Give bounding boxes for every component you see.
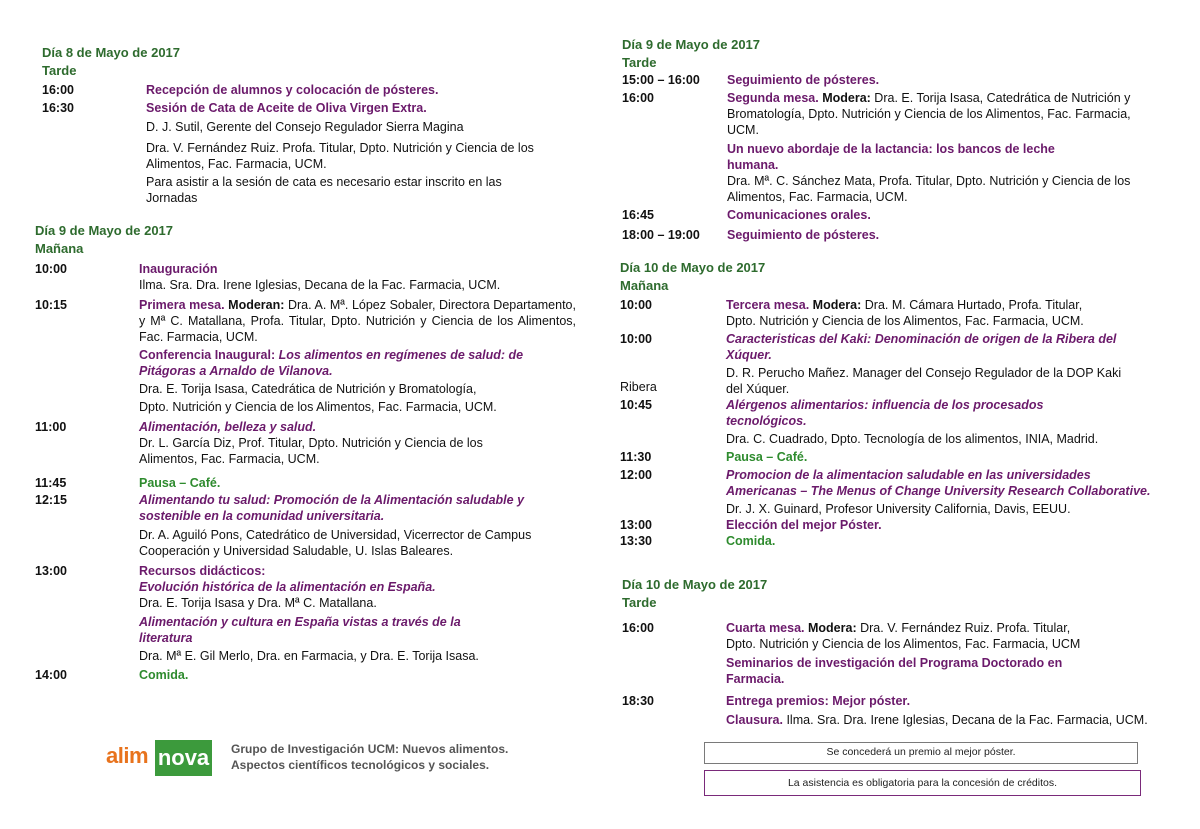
session-title: Inauguración — [139, 262, 218, 276]
session-title: Primera mesa. — [139, 298, 225, 312]
talk-title: Evolución histórica de la alimentación en España. — [139, 580, 436, 594]
closing-text: Ilma. Sra. Dra. Irene Iglesias, Decana de la Fac. Farmacia, UCM. — [786, 713, 1148, 727]
time: 10:00 — [620, 332, 652, 346]
session-title: Recursos didácticos: — [139, 564, 266, 578]
schedule-row — [620, 533, 1170, 549]
session-title: Seguimiento de pósteres. — [727, 73, 880, 87]
speaker: D. R. Perucho Mañez. Manager del Consejo Regulador de la DOP Kaki — [726, 366, 1122, 380]
schedule-row — [622, 72, 1167, 88]
session-title: Sesión de Cata de Aceite de Oliva Virgen Extra. — [146, 101, 427, 115]
speaker: Dpto. Nutrición y Ciencia de los Alimentos, Fac. Farmacia, UCM. — [139, 400, 497, 414]
closing-title: Clausura. — [726, 713, 783, 727]
schedule-row — [620, 331, 1170, 397]
schedule-row — [622, 90, 1167, 205]
speaker: Dpto. Nutrición y Ciencia de los Alimentos, Fac. Farmacia, UCM. — [726, 314, 1084, 328]
moderator-text: Dra. M. Cámara Hurtado, Profa. Titular, — [864, 298, 1083, 312]
time: 13:00 — [35, 564, 67, 578]
margin-word: Ribera — [620, 380, 657, 394]
research-group-text: Grupo de Investigación UCM: Nuevos alimentos. Aspectos científicos tecnológicos y sociales. — [231, 742, 509, 772]
time: 11:45 — [35, 476, 67, 490]
schedule-row — [35, 563, 580, 664]
session-title: Recepción de alumnos y colocación de pósteres. — [146, 83, 439, 97]
time: 10:15 — [35, 298, 67, 312]
conference-label: Conferencia Inaugural: — [139, 348, 276, 362]
alimnova-logo: alim nova — [106, 740, 212, 778]
time: 18:00 – 19:00 — [622, 228, 700, 242]
time: 11:00 — [35, 420, 67, 434]
schedule-row — [622, 207, 1167, 223]
time: 18:30 — [622, 694, 654, 708]
time: 16:00 — [622, 621, 654, 635]
period-heading: Tarde — [622, 595, 657, 610]
speaker: Dra. C. Cuadrado, Dpto. Tecnología de los alimentos, INIA, Madrid. — [726, 432, 1099, 446]
session-title: Comida. — [139, 668, 189, 682]
speaker: Dr. J. X. Guinard, Profesor University California, Davis, EEUU. — [726, 502, 1071, 516]
period-heading: Mañana — [620, 278, 669, 293]
day-heading: Día 8 de Mayo de 2017 — [42, 45, 181, 60]
moderator-text: Dra. A. Mª. López Sobaler, Directora Departamento, y Mª C. Matallana, Profa. Titular, Dpto. Nutrición y Ciencia de los Alimentos, Fac. Farmacia, UCM. — [139, 298, 576, 344]
time: 16:00 — [622, 91, 654, 105]
moderator-label: Moderan: — [228, 298, 285, 312]
schedule-row — [620, 517, 1170, 533]
time: 16:00 — [42, 83, 74, 97]
period-heading: Mañana — [35, 241, 84, 256]
session-title: Segunda mesa. — [727, 91, 819, 105]
speaker: del Xúquer. — [726, 382, 790, 396]
talk-title: Un nuevo abordaje de la lactancia: los bancos de leche humana. — [727, 142, 1055, 172]
session-title: Comunicaciones orales. — [727, 208, 871, 222]
time: 10:45 — [620, 398, 652, 412]
schedule-row — [35, 492, 580, 559]
section-day9-afternoon — [622, 36, 1167, 243]
moderator-label: Modera: — [812, 298, 862, 312]
period-heading: Tarde — [42, 63, 77, 78]
schedule-row — [35, 475, 580, 491]
prize-notice-box: Se concederá un premio al mejor póster. — [704, 742, 1138, 764]
schedule-row — [620, 467, 1170, 517]
conference-title: Los alimentos en regímenes de salud: de Pitágoras a Arnaldo de Vilanova. — [139, 348, 524, 378]
schedule-row — [622, 227, 1167, 243]
schedule-row — [622, 620, 1167, 687]
attendance-notice-box: La asistencia es obligatoria para la concesión de créditos. — [704, 770, 1141, 796]
time: 13:00 — [620, 518, 652, 532]
section-day8-afternoon — [42, 44, 562, 206]
session-title: Alimentando tu salud: Promoción de la Alimentación saludable y sostenible en la comunidad universitaria. — [139, 493, 525, 523]
session-title: Pausa – Café. — [726, 450, 808, 464]
schedule-row — [620, 449, 1170, 465]
schedule-row — [622, 693, 1167, 728]
day-heading: Día 10 de Mayo de 2017 — [622, 577, 768, 592]
time: 12:00 — [620, 468, 652, 482]
session-title: Elección del mejor Póster. — [726, 518, 882, 532]
speaker: Dr. L. García Diz, Prof. Titular, Dpto. Nutrición y Ciencia de los Alimentos, Fac. Farmacia, UCM. — [139, 436, 483, 466]
session-title: Caracteristicas del Kaki: Denominación de origen de la Ribera del Xúquer. — [726, 332, 1117, 362]
talk-title: Seminarios de investigación del Programa Doctorado en Farmacia. — [726, 656, 1063, 686]
session-title: Pausa – Café. — [139, 476, 221, 490]
time: 12:15 — [35, 493, 67, 507]
day-heading: Día 9 de Mayo de 2017 — [35, 223, 174, 238]
day-heading: Día 9 de Mayo de 2017 — [622, 37, 761, 52]
speaker: Dr. A. Aguiló Pons, Catedrático de Universidad, Vicerrector de Campus Cooperación y Universidad Saludable, U. Islas Baleares. — [139, 528, 532, 558]
time: 10:00 — [620, 298, 652, 312]
speaker: Ilma. Sra. Dra. Irene Iglesias, Decana de la Fac. Farmacia, UCM. — [139, 278, 501, 292]
speaker: Dra. Mª E. Gil Merlo, Dra. en Farmacia, y Dra. E. Torija Isasa. — [139, 649, 479, 663]
session-title: Promocion de la alimentacion saludable en las universidades Americanas – The Menus of Change University Research Collaborative. — [726, 468, 1151, 498]
speaker: Dra. E. Torija Isasa, Catedrática de Nutrición y Bromatología, — [139, 382, 477, 396]
schedule-row — [620, 297, 1170, 329]
speaker: D. J. Sutil, Gerente del Consejo Regulador Sierra Magina — [146, 120, 464, 134]
schedule-row — [35, 261, 580, 293]
schedule-row — [35, 419, 580, 467]
time: 15:00 – 16:00 — [622, 73, 700, 87]
day-heading: Día 10 de Mayo de 2017 — [620, 260, 766, 275]
session-title: Entrega premios: Mejor póster. — [726, 694, 911, 708]
session-title: Alimentación, belleza y salud. — [139, 420, 317, 434]
schedule-row — [42, 82, 562, 98]
moderator-text: Dra. V. Fernández Ruiz. Profa. Titular, — [860, 621, 1071, 635]
moderator-text: Dra. E. Torija Isasa, Catedrática de Nutrición y Bromatología, Dpto. Nutrición y Ciencia de los Alimentos, Fac. Farmacia, UCM. — [727, 91, 1131, 137]
time: 11:30 — [620, 450, 652, 464]
session-title: Cuarta mesa. — [726, 621, 805, 635]
period-heading: Tarde — [622, 55, 657, 70]
time: 16:45 — [622, 208, 654, 222]
time: 13:30 — [620, 534, 652, 548]
speaker: Dra. E. Torija Isasa y Dra. Mª C. Matallana. — [139, 596, 377, 610]
note: Para asistir a la sesión de cata es necesario estar inscrito en las Jornadas — [146, 175, 502, 205]
moderator-label: Modera: — [822, 91, 871, 105]
schedule-row — [42, 100, 562, 206]
section-day10-morning — [620, 259, 1170, 549]
session-title: Comida. — [726, 534, 776, 548]
talk-title: Alimentación y cultura en España vistas a través de la literatura — [139, 615, 461, 645]
time: 14:00 — [35, 668, 67, 682]
session-title: Alérgenos alimentarios: influencia de los procesados tecnológicos. — [726, 398, 1044, 428]
speaker: Dpto. Nutrición y Ciencia de los Alimentos, Fac. Farmacia, UCM — [726, 637, 1081, 651]
schedule-row — [620, 397, 1170, 447]
schedule-row — [35, 667, 580, 683]
time: 16:30 — [42, 101, 74, 115]
section-day9-morning — [35, 222, 580, 683]
speaker: Dra. Mª. C. Sánchez Mata, Profa. Titular, Dpto. Nutrición y Ciencia de los Alimentos, Fac. Farmacia, UCM. — [727, 174, 1131, 204]
schedule-row — [35, 297, 580, 415]
moderator-label: Modera: — [808, 621, 857, 635]
session-title: Seguimiento de pósteres. — [727, 228, 880, 242]
section-day10-afternoon — [622, 576, 1167, 728]
session-title: Tercera mesa. — [726, 298, 810, 312]
speaker: Dra. V. Fernández Ruiz. Profa. Titular, Dpto. Nutrición y Ciencia de los Alimentos, Fac. Farmacia, UCM. — [146, 141, 534, 171]
time: 10:00 — [35, 262, 67, 276]
